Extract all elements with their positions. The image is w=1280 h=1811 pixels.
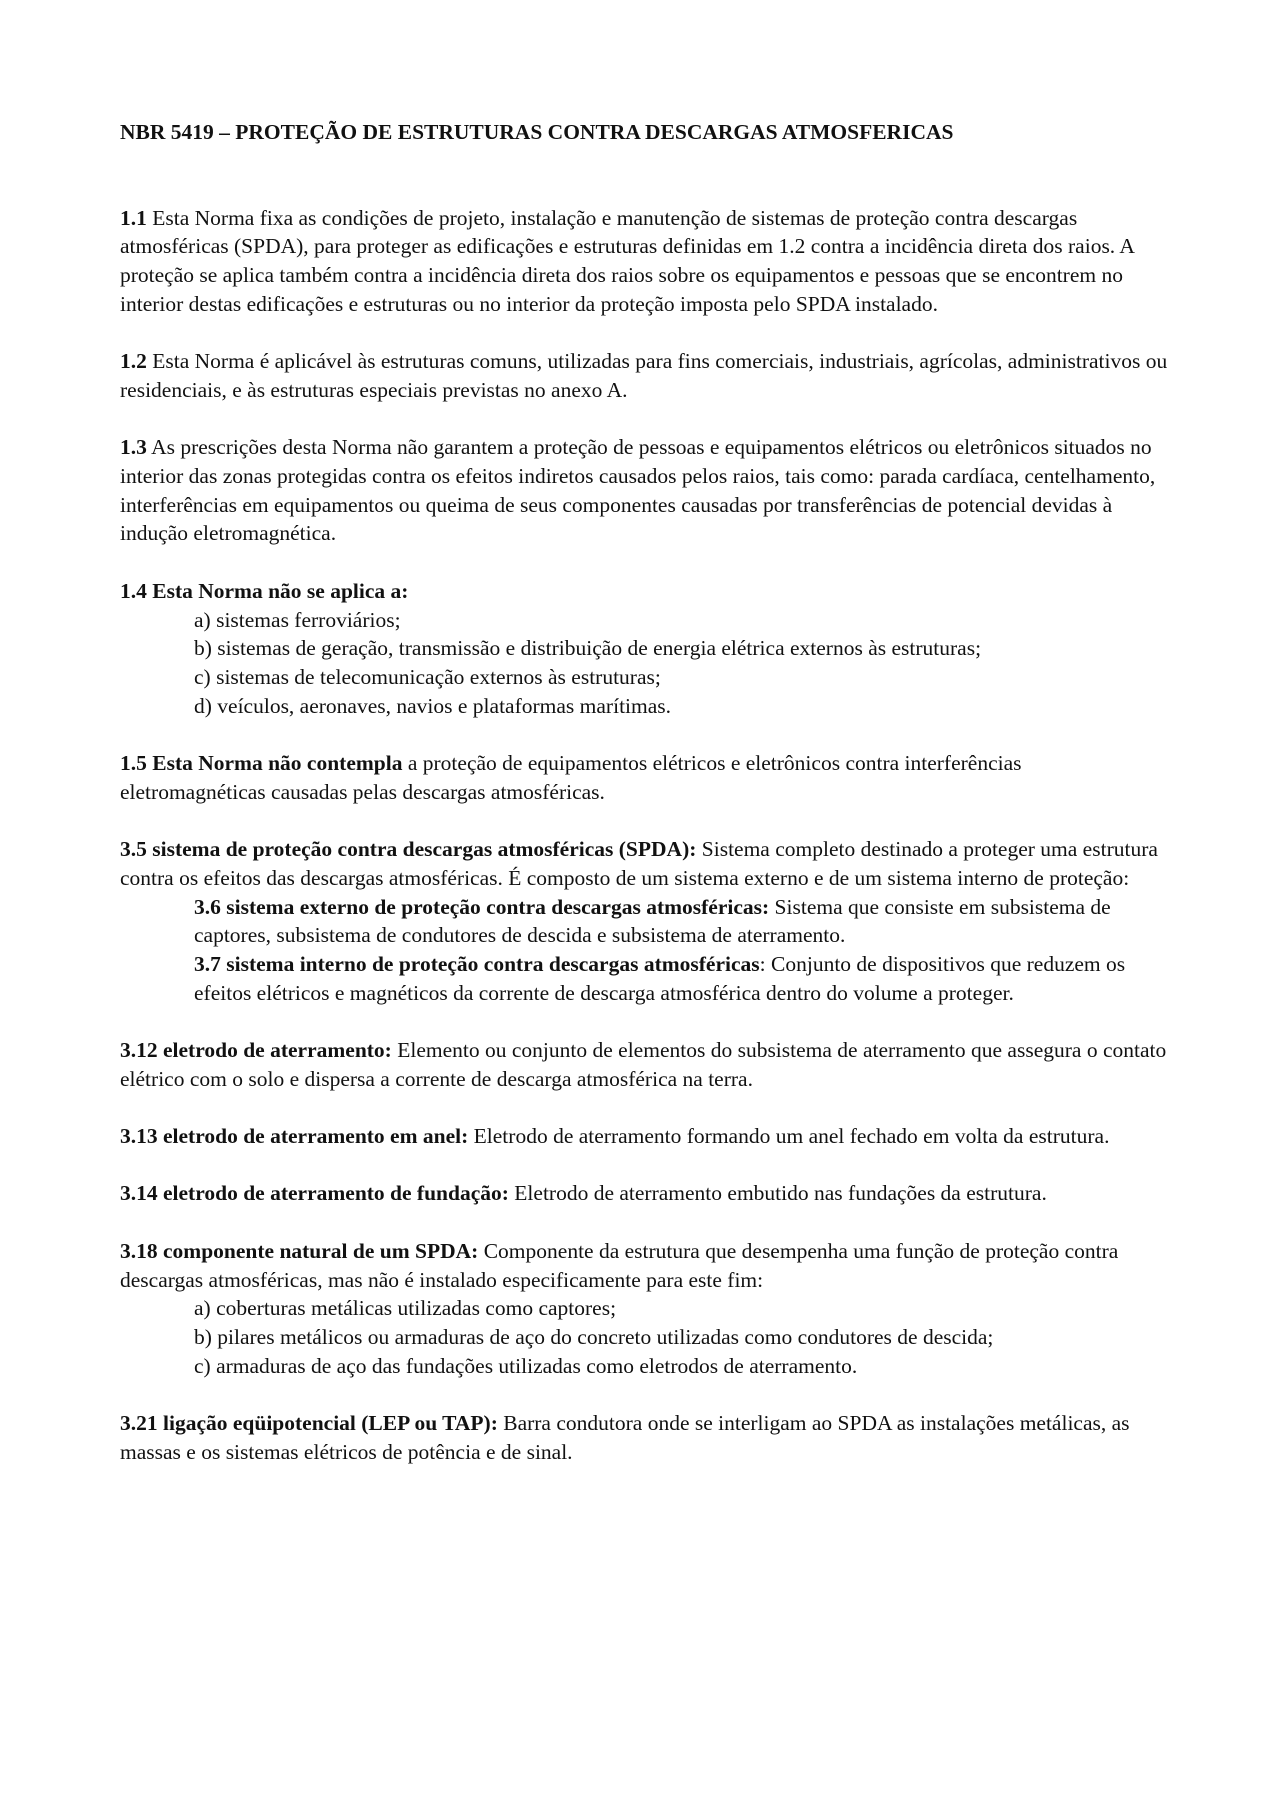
- section-text: Eletrodo de aterramento embutido nas fundações da estrutura.: [508, 1181, 1047, 1206]
- section-1-4: [120, 577, 1170, 721]
- section-3-21: [120, 1409, 1170, 1466]
- section-term: 3.5 sistema de proteção contra descargas atmosféricas (SPDA):: [120, 837, 697, 862]
- section-text: Sistema completo destinado a proteger uma estrutura contra os efeitos das descargas atmosféricas. É composto de um sistema externo e de um sistema interno de proteção:: [120, 837, 1158, 890]
- section-term: 3.13 eletrodo de aterramento em anel:: [120, 1124, 469, 1149]
- section-3-12: [120, 1036, 1170, 1093]
- section-text: Eletrodo de aterramento formando um anel fechado em volta da estrutura.: [468, 1124, 1110, 1149]
- component-list: [120, 1294, 1170, 1380]
- section-text: Elemento ou conjunto de elementos do subsistema de aterramento que assegura o contato elétrico com o solo e dispersa a corrente de descarga atmosférica na terra.: [120, 1038, 1167, 1091]
- list-item: c) sistemas de telecomunicação externos às estruturas;: [194, 664, 661, 689]
- subsection-block: [120, 893, 1170, 1008]
- section-3-18: [120, 1237, 1170, 1381]
- section-number: 1.2: [120, 349, 147, 374]
- section-term: 3.18 componente natural de um SPDA:: [120, 1238, 479, 1263]
- section-term: 1.5 Esta Norma não contempla: [120, 751, 403, 775]
- list-item: d) veículos, aeronaves, navios e plataformas marítimas.: [194, 693, 672, 718]
- section-1-2: [120, 347, 1170, 404]
- section-text: : Conjunto de dispositivos que reduzem os efeitos elétricos e magnéticos da corrente de descarga atmosférica dentro do volume a proteger.: [194, 951, 1126, 1005]
- section-term: 3.12 eletrodo de aterramento:: [120, 1038, 392, 1062]
- section-3-13: [120, 1122, 1170, 1151]
- section-1-3: [120, 433, 1170, 548]
- section-heading: 1.4 Esta Norma não se aplica a:: [120, 578, 409, 603]
- section-text: Esta Norma fixa as condições de projeto, instalação e manutenção de sistemas de proteção contra descargas atmosféricas (SPDA), para proteger as edificações e estruturas definidas em 1.2 contra a incidência direta dos raios. A proteção se aplica também contra a incidência direta dos raios sobre os equipamentos e pessoas que se encontrem no interior destas edificações e estruturas ou no interior da proteção imposta pelo SPDA instalado.: [120, 205, 1134, 316]
- section-3-5: [120, 835, 1170, 1007]
- list-item: a) sistemas ferroviários;: [194, 607, 401, 632]
- document-title: NBR 5419 – PROTEÇÃO DE ESTRUTURAS CONTRA DESCARGAS ATMOSFERICAS: [120, 120, 954, 144]
- list-item: c) armaduras de aço das fundações utilizadas como eletrodos de aterramento.: [194, 1353, 858, 1378]
- section-3-6: [194, 893, 1170, 950]
- section-1-1: [120, 204, 1170, 319]
- section-3-7: [194, 950, 1170, 1007]
- section-text: Esta Norma é aplicável às estruturas comuns, utilizadas para fins comerciais, industriais, agrícolas, administrativos ou residenciais, e às estruturas especiais previstas no anexo A.: [120, 349, 1168, 402]
- section-text: As prescrições desta Norma não garantem a proteção de pessoas e equipamentos elétricos ou eletrônicos situados no interior das zonas protegidas contra os efeitos indiretos causados pelos raios, tais como: parada cardíaca, centelhamento, interferências em equipamentos ou queima de seus componentes causadas por transferências de potencial devidas à indução eletromagnética.: [120, 435, 1156, 546]
- section-text: Componente da estrutura que desempenha uma função de proteção contra descargas atmosféricas, mas não é instalado especificamente para este fim:: [120, 1238, 1119, 1292]
- section-text: a proteção de equipamentos elétricos e eletrônicos contra interferências eletromagnéticas causadas pelas descargas atmosféricas.: [120, 751, 1022, 804]
- list-item: b) pilares metálicos ou armaduras de aço do concreto utilizadas como condutores de descida;: [194, 1324, 994, 1349]
- list-item: a) coberturas metálicas utilizadas como captores;: [194, 1296, 617, 1321]
- exclusion-list: [120, 606, 1170, 721]
- section-term: 3.14 eletrodo de aterramento de fundação:: [120, 1181, 509, 1206]
- section-3-14: [120, 1179, 1170, 1208]
- section-number: 1.3: [120, 435, 147, 460]
- document-page: [120, 118, 1170, 1495]
- list-item: b) sistemas de geração, transmissão e distribuição de energia elétrica externos às estruturas;: [194, 636, 982, 661]
- section-1-5: [120, 749, 1170, 806]
- section-text: Sistema que consiste em subsistema de captores, subsistema de condutores de descida e subsistema de aterramento.: [194, 894, 1111, 948]
- section-number: 1.1: [120, 205, 147, 230]
- section-term: 3.21 ligação eqüipotencial (LEP ou TAP):: [120, 1411, 498, 1436]
- section-term: 3.7 sistema interno de proteção contra descargas atmosféricas: [194, 951, 760, 976]
- section-text: Barra condutora onde se interligam ao SPDA as instalações metálicas, as massas e os sistemas elétricos de potência e de sinal.: [120, 1411, 1130, 1464]
- section-term: 3.6 sistema externo de proteção contra descargas atmosféricas:: [194, 894, 770, 919]
